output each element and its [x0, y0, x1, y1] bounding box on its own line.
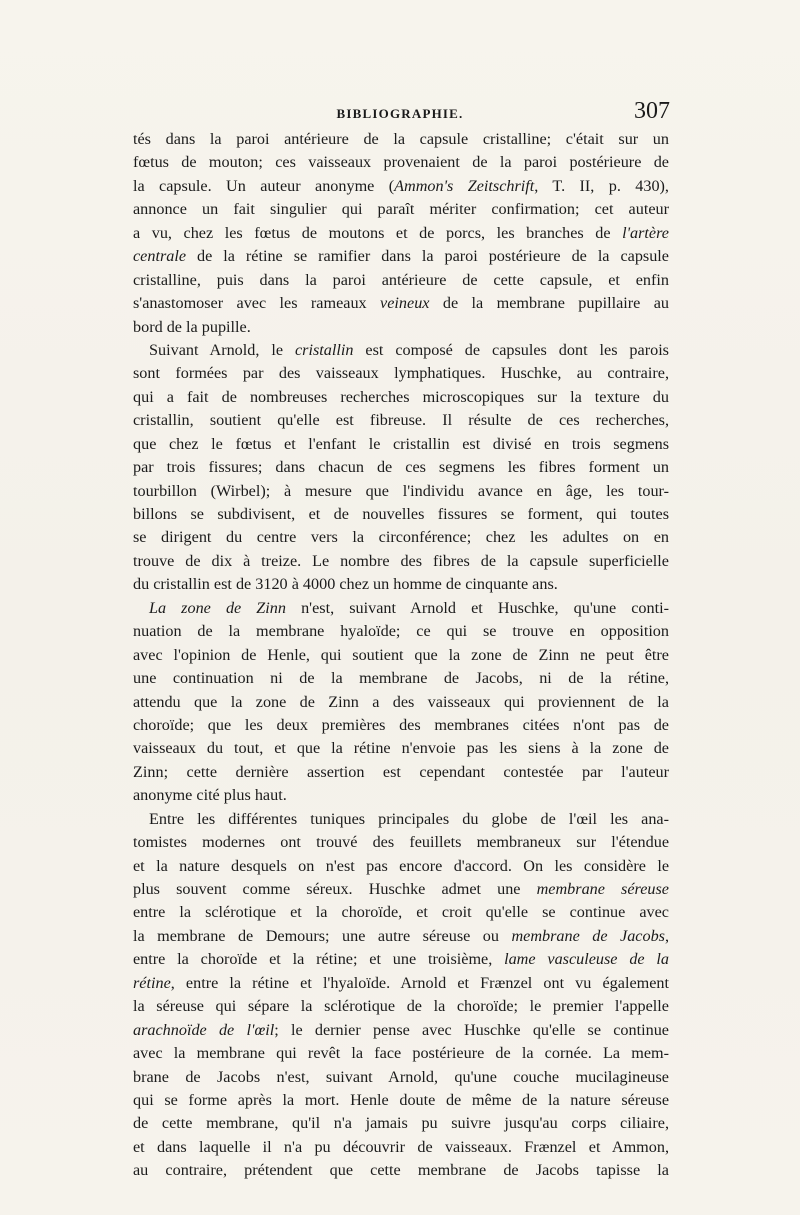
text-line: la membrane de Demours; une autre séreuse ou membrane de Jacobs, — [133, 926, 669, 945]
text-line: Entre les différentes tuniques principales du globe de l'œil les ana- — [149, 809, 669, 828]
text-line: rétine, entre la rétine et l'hyaloïde. Arnold et Frænzel ont vu également — [133, 973, 669, 992]
text-line: avec la membrane qui revêt la face postérieure de la cornée. La mem- — [133, 1044, 669, 1063]
text-line: Zinn; cette dernière assertion est cependant contestée par l'auteur — [133, 762, 669, 781]
text-line: une continuation ni de la membrane de Jacobs, ni de la rétine, — [133, 669, 669, 688]
page-header — [0, 98, 800, 128]
text-line: la séreuse qui sépare la sclérotique de la choroïde; le premier l'appelle — [133, 997, 669, 1016]
text-line: plus souvent comme séreux. Huschke admet une membrane séreuse — [133, 880, 669, 898]
text-line: qui se forme après la mort. Henle doute de même de la nature séreuse — [133, 1090, 669, 1109]
text-line: par trois fissures; dans chacun de ces segmens les fibres forment un — [133, 458, 669, 477]
text-line: tés dans la paroi antérieure de la capsule cristalline; c'était sur un — [133, 130, 669, 148]
text-line: nuation de la membrane hyaloïde; ce qui se trouve en opposition — [133, 622, 669, 641]
text-line: qui a fait de nombreuses recherches microscopiques sur la texture du — [133, 387, 669, 406]
text-line: se dirigent du centre vers la circonférence; chez les adultes on en — [133, 528, 669, 547]
body-text — [133, 128, 669, 1183]
text-line: annonce un fait singulier qui paraît mériter confirmation; cet auteur — [133, 200, 669, 219]
text-line: tourbillon (Wirbel); à mesure que l'individu avance en âge, les tour- — [133, 481, 669, 500]
text-line: arachnoïde de l'œil; le dernier pense avec Huschke qu'elle se continue — [133, 1020, 669, 1039]
text-line: choroïde; que les deux premières des membranes citées n'ont pas de — [133, 715, 669, 734]
text-line: que chez le fœtus et l'enfant le cristallin est divisé en trois segmens — [133, 434, 669, 453]
text-line: a vu, chez les fœtus de moutons et de porcs, les branches de l'artère — [133, 223, 669, 242]
text-line: trouve de dix à treize. Le nombre des fibres de la capsule superficielle — [133, 551, 669, 570]
running-head: BIBLIOGRAPHIE. — [336, 106, 464, 121]
text-line: cristallin, soutient qu'elle est fibreuse. Il résulte de ces recherches, — [133, 411, 669, 430]
text-line: attendu que la zone de Zinn a des vaisseaux qui proviennent de la — [133, 692, 669, 711]
text-line: Suivant Arnold, le cristallin est composé de capsules dont les parois — [149, 340, 669, 359]
text-line: et la nature desquels on n'est pas encore d'accord. On les considère le — [133, 856, 669, 875]
text-line: s'anastomoser avec les rameaux veineux de la membrane pupillaire au — [133, 294, 669, 313]
text-line: la capsule. Un auteur anonyme (Ammon's Zeitschrift, T. II, p. 430), — [133, 176, 669, 195]
text-line: bord de la pupille. — [133, 317, 251, 336]
text-line: sont formées par des vaisseaux lymphatiques. Huschke, au contraire, — [133, 364, 669, 383]
text-line: anonyme cité plus haut. — [133, 786, 287, 805]
text-line: et dans laquelle il n'a pu découvrir de vaisseaux. Frænzel et Ammon, — [133, 1137, 669, 1156]
text-line: au contraire, prétendent que cette membrane de Jacobs tapisse la — [133, 1161, 669, 1180]
text-line: entre la sclérotique et la choroïde, et croit qu'elle se continue avec — [133, 903, 669, 922]
text-line: tomistes modernes ont trouvé des feuillets membraneux sur l'étendue — [133, 833, 669, 852]
text-line: de cette membrane, qu'il n'a jamais pu suivre jusqu'au corps ciliaire, — [133, 1114, 669, 1133]
text-line: cristalline, puis dans la paroi antérieure de cette capsule, et enfin — [133, 270, 669, 289]
text-line: du cristallin est de 3120 à 4000 chez un homme de cinquante ans. — [133, 575, 558, 594]
text-line: vaisseaux du tout, et que la rétine n'envoie pas les siens à la zone de — [133, 739, 669, 758]
text-line: billons se subdivisent, et de nouvelles fissures se forment, qui toutes — [133, 505, 669, 523]
text-line: brane de Jacobs n'est, suivant Arnold, qu'une couche mucilagineuse — [133, 1067, 669, 1086]
text-line: centrale de la rétine se ramifier dans la paroi postérieure de la capsule — [133, 247, 669, 266]
text-line: entre la choroïde et la rétine; et une troisième, lame vasculeuse de la — [133, 950, 669, 969]
text-line: La zone de Zinn n'est, suivant Arnold et Huschke, qu'une conti- — [149, 598, 669, 617]
page-number: 307 — [634, 98, 670, 124]
text-line: fœtus de mouton; ces vaisseaux provenaient de la paroi postérieure de — [133, 153, 669, 172]
text-line: avec l'opinion de Henle, qui soutient que la zone de Zinn ne peut être — [133, 645, 669, 664]
